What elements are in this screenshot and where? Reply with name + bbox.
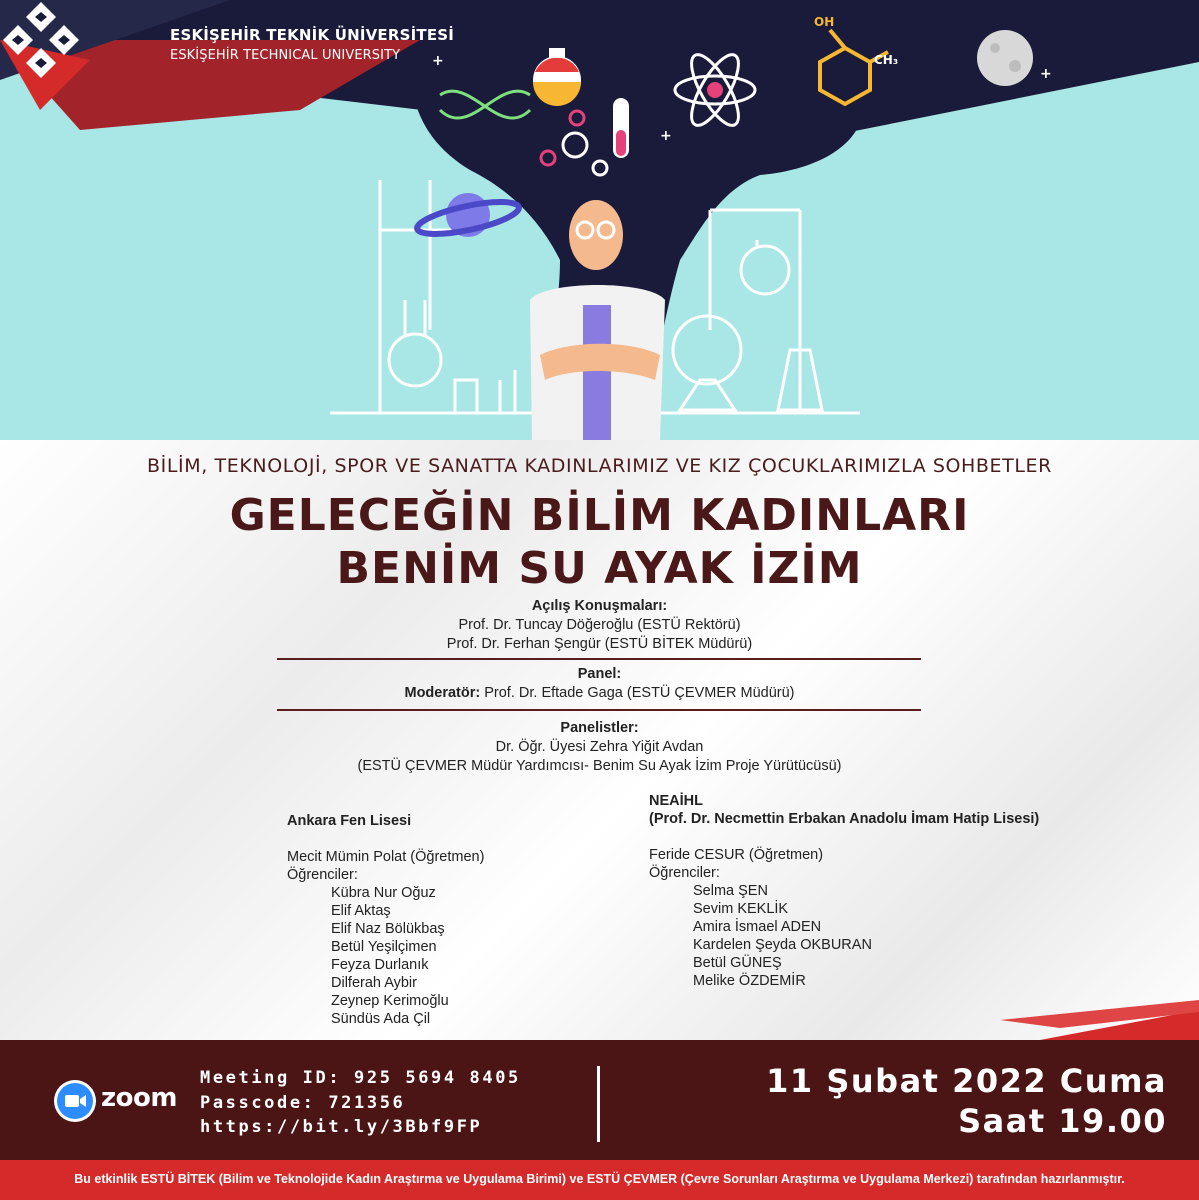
event-time: Saat 19.00	[958, 1102, 1167, 1140]
panel-block	[0, 665, 1199, 703]
school-right	[649, 792, 1039, 990]
organizer-note: Bu etkinlik ESTÜ BİTEK (Bilim ve Teknolojide Kadın Araştırma ve Uygulama Birimi) ve ESTÜ ÇEVMER (Çevre Sorunları Araştırma ve Uygulama Merkezi) tarafından hazırlanmıştır.	[74, 1172, 1125, 1186]
panelists-heading: Panelistler:	[560, 720, 639, 736]
student-name: Betül Yeşilçimen	[331, 939, 437, 955]
school-name: Ankara Fen Lisesi	[287, 813, 412, 829]
teacher-name: Mecit Mümin Polat (Öğretmen)	[287, 849, 485, 865]
svg-text:+: +	[432, 53, 444, 69]
moderator-label: Moderatör:	[404, 685, 481, 701]
panel-heading: Panel:	[577, 666, 622, 682]
university-logo	[0, 0, 82, 78]
student-name: Elif Naz Bölükbaş	[331, 921, 445, 937]
panelist-role: (ESTÜ ÇEVMER Müdür Yardımcısı- Benim Su Ayak İzim Proje Yürütücüsü)	[357, 758, 842, 774]
molecule-oh-label: OH	[814, 15, 835, 29]
students-label: Öğrenciler:	[649, 865, 720, 881]
student-name: Elif Aktaş	[331, 903, 391, 919]
molecule-ch3-label: CH₃	[874, 53, 899, 67]
opening-speaker: Prof. Dr. Tuncay Döğeroğlu (ESTÜ Rektörü)	[458, 617, 741, 633]
zoom-logo	[54, 1080, 96, 1122]
student-name: Betül GÜNEŞ	[693, 955, 782, 971]
student-name: Amira İsmael ADEN	[693, 919, 822, 935]
divider-line	[277, 709, 921, 711]
university-name-tr: ESKİŞEHİR TEKNİK ÜNİVERSİTESİ	[170, 26, 455, 44]
svg-text:+: +	[1040, 66, 1052, 82]
panelist-name: Dr. Öğr. Üyesi Zehra Yiğit Avdan	[495, 739, 704, 755]
student-name: Feyza Durlanık	[331, 957, 429, 973]
student-name: Kübra Nur Oğuz	[331, 885, 436, 901]
student-name: Kardelen Şeyda OKBURAN	[693, 937, 872, 953]
footer-divider	[597, 1066, 600, 1142]
hero-illustration	[0, 0, 1199, 440]
students-label: Öğrenciler:	[287, 867, 358, 883]
moon-icon	[977, 30, 1033, 86]
student-name: Sündüs Ada Çil	[331, 1011, 431, 1027]
opening-speaker: Prof. Dr. Ferhan Şengür (ESTÜ BİTEK Müdürü)	[446, 636, 753, 652]
meeting-id: Meeting ID: 925 5694 8405	[200, 1068, 521, 1088]
moderator-name: Prof. Dr. Eftade Gaga (ESTÜ ÇEVMER Müdürü)	[480, 685, 795, 701]
school-abbr: NEAİHL	[649, 793, 703, 809]
student-name: Melike ÖZDEMİR	[693, 973, 806, 989]
passcode: Passcode: 721356	[200, 1093, 406, 1113]
student-name: Selma ŞEN	[693, 883, 768, 899]
school-left	[287, 812, 484, 1028]
event-title-line2: BENİM SU AYAK İZİM	[336, 543, 863, 594]
student-name: Zeynep Kerimoğlu	[331, 993, 449, 1009]
teacher-name: Feride CESUR (Öğretmen)	[649, 847, 824, 863]
panel-moderator	[0, 684, 1199, 703]
student-name: Sevim KEKLİK	[693, 901, 789, 917]
video-camera-icon	[57, 1083, 93, 1119]
divider-line	[277, 658, 921, 660]
event-date: 11 Şubat 2022 Cuma	[766, 1062, 1167, 1100]
scientist-illustration	[0, 0, 1199, 440]
opening-heading: Açılış Konuşmaları:	[531, 598, 668, 614]
meeting-link[interactable]: https://bit.ly/3Bbf9FP	[200, 1117, 483, 1137]
school-name: (Prof. Dr. Necmettin Erbakan Anadolu İmam Hatip Lisesi)	[649, 811, 1040, 827]
student-name: Dilferah Aybir	[331, 975, 417, 991]
panelists-block	[0, 719, 1199, 776]
zoom-wordmark: zoom	[101, 1083, 177, 1113]
university-name-en: ESKİŞEHİR TECHNICAL UNIVERSITY	[170, 48, 401, 63]
opening-speeches	[0, 597, 1199, 654]
event-title-line1: GELECEĞİN BİLİM KADINLARI	[229, 490, 970, 541]
event-subtitle: BİLİM, TEKNOLOJİ, SPOR VE SANATTA KADINLARIMIZ VE KIZ ÇOCUKLARIMIZLA SOHBETLER	[147, 455, 1052, 477]
test-tube-icon	[613, 98, 629, 158]
svg-text:+: +	[660, 128, 672, 144]
